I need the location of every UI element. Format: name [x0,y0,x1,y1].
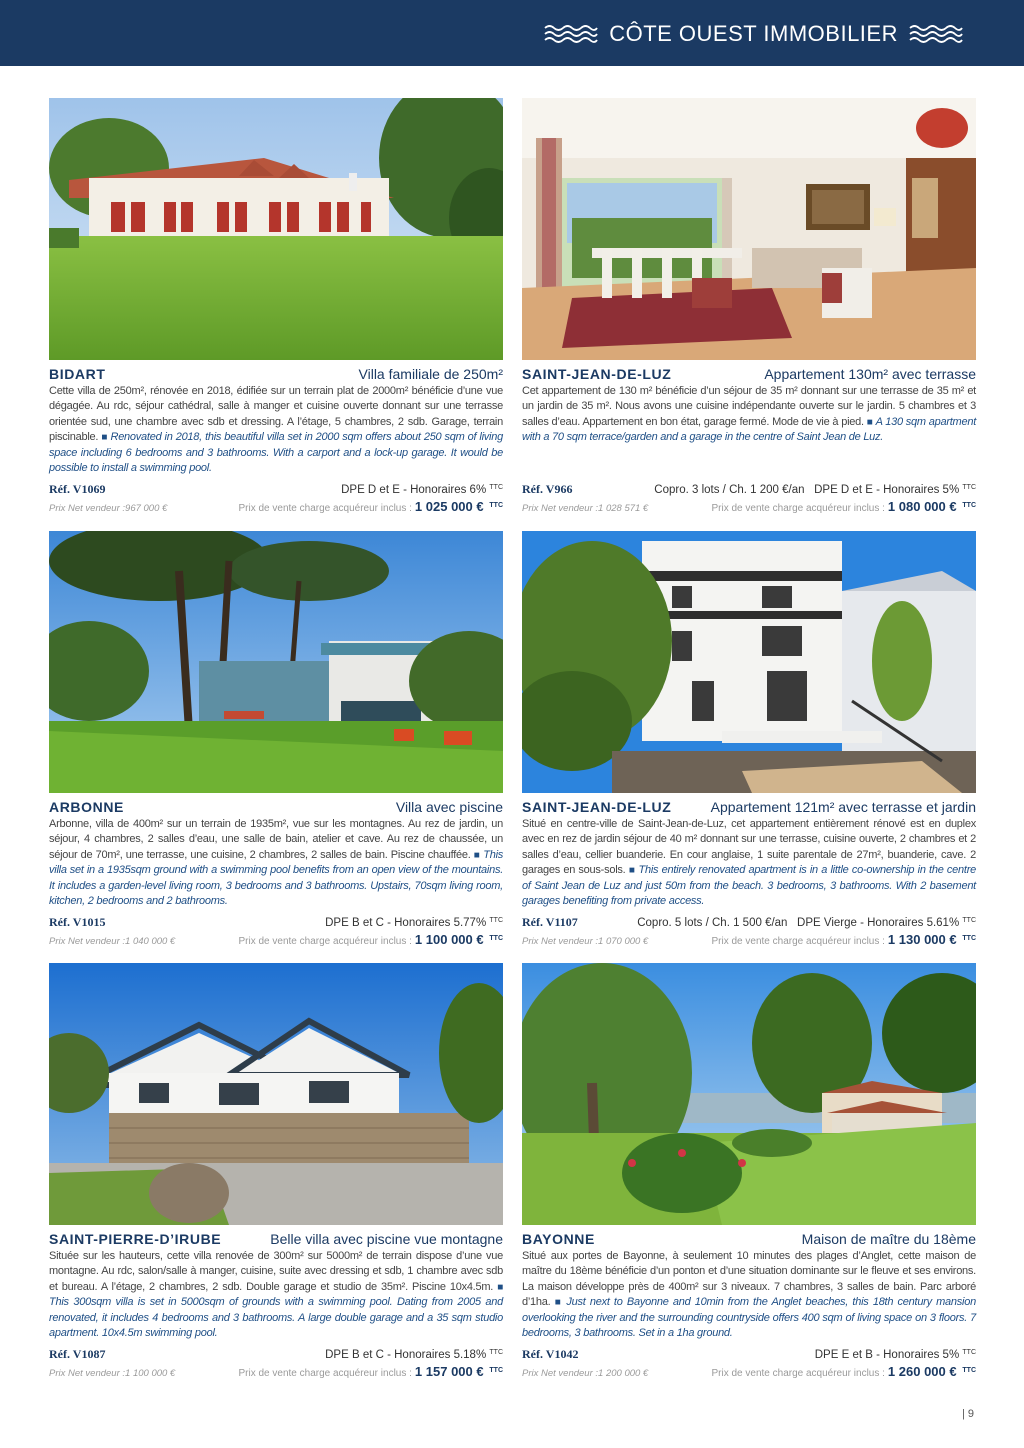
ttc-label: TTC [489,917,503,924]
listing-description [49,1249,503,1341]
description-fr: Situé aux portes de Bayonne, à seulement 10 minutes des plages d’Anglet, cette maison de maître du 18ème bénéficie d’un ponton et d’une situation dominante sur le fleuve et ses environs. La maison développe près de 400m² sur 3 niveaux. 7 chambres, 3 salles de bain. Parc arboré d’1ha. [522,1250,976,1309]
listing-card[interactable] [49,531,504,947]
description-fr: Arbonne, villa de 400m² sur un terrain de 1935m², vue sur les montagnes. Au rez de jardin, un séjour, 4 chambres, 2 salles d’eau, une salle de bain, atelier et cave. Au rez de chaussée, un séjour de 70m², une terrasse, une cuisine, 2 chambres, 2 salles de bain. Piscine chauffée. [49,818,503,861]
price-label: Prix de vente charge acquéreur inclus : [238,503,412,514]
ref-row [522,482,976,497]
description-en: This entirely renovated apartment is in a little co-ownership in the centre of Saint Jean de Luz and just 50m from the beach. 3 bedrooms, 3 bathrooms. With 2 basement garages benefiting from private access. [522,864,977,908]
description-en: This villa set in a 1935sqm ground with a swimming pool benefits from an open view of the mountains. It includes a garden-level living room, 3 bedrooms and 3 bathrooms. Upstairs, 70sqm living room, kitchen, 2 bedrooms and 2 bathrooms. [49,848,504,908]
property-photo[interactable] [522,963,976,1225]
price-row [49,932,503,947]
listing-title-row [522,799,976,816]
square-bullet-icon: ■ [101,432,108,444]
ttc-label: TTC [962,1366,976,1374]
price-row [49,499,503,514]
listing-price: 1 157 000 € [414,1364,484,1379]
ref-row [49,1347,503,1362]
square-bullet-icon: ■ [497,1281,503,1293]
page-header [0,0,1024,66]
listing-card[interactable] [49,963,503,1379]
listing-type: Belle villa avec piscine vue montagne [270,1231,503,1247]
ref-row [49,915,503,930]
property-photo[interactable] [49,963,503,1225]
description-en: Renovated in 2018, this beautiful villa set in 2000 sqm offers about 250 sqm of living space including 6 bedrooms and 3 bathrooms. With a carport and a lock-up garage. It would be possible to install a swimming pool. [49,431,503,475]
price-row [522,499,976,514]
listing-card[interactable] [522,531,977,947]
price-row [522,932,976,947]
listing-price: 1 025 000 € [414,499,484,514]
ttc-label: TTC [962,501,976,509]
listing-price: 1 130 000 € [887,932,957,947]
listing-fees [325,1349,503,1361]
net-price: Prix Net vendeur :1 040 000 € [49,936,176,947]
wave-icon [543,23,599,45]
listing-city: SAINT-JEAN-DE-LUZ [522,799,672,815]
brand-name: CÔTE OUEST IMMOBILIER [609,21,898,46]
listing-title-row [49,799,503,816]
listing-description [522,1249,976,1341]
description-fr: Cet appartement de 130 m² bénéficie d’un séjour de 35 m² donnant sur une terrasse de 35 m² et un jardin de 35 m². Nous avons une cuisine indépendante ouverte sur le jardin. 5 chambres et 3 salles d’eau. Appartement en bon état, garage fermé. Mode de vie à pied. [522,385,976,428]
listing-title-row [522,1231,976,1248]
price-label: Prix de vente charge acquéreur inclus : [238,936,412,947]
listing-title-row [49,1231,503,1248]
net-price: Prix Net vendeur :1 100 000 € [49,1368,176,1379]
wave-icon [908,23,964,45]
ref-row [522,1347,976,1362]
ttc-label: TTC [489,1366,503,1374]
listing-type: Appartement 130m² avec terrasse [764,366,976,382]
listing-card[interactable] [49,98,503,514]
listing-city: BAYONNE [522,1231,595,1247]
brand-logo [543,19,964,49]
price-row [49,1364,503,1379]
listing-city: BIDART [49,366,106,382]
price-row [522,1364,976,1379]
property-photo[interactable] [49,531,503,793]
listing-ref: Réf. V966 [522,482,573,496]
listing-type: Appartement 121m² avec terrasse et jardin [710,799,976,815]
listing-fees [325,917,503,929]
fees-text: DPE E et B - Honoraires 5% [814,1349,960,1361]
fees-text: DPE B et C - Honoraires 5.77% [325,917,487,929]
listing-card[interactable] [522,98,977,514]
price-label: Prix de vente charge acquéreur inclus : [711,936,885,947]
description-fr: Située sur les hauteurs, cette villa renovée de 300m² sur 5000m² de terrain dispose d’une vue montagne. Au rdc, salon/salle à manger, cuisine, suite avec dressing et sdb, 1 chambre avec sdb et bureau. A l’étage, 2 chambres, 2 sdb. Double garage et studio de 35m². Piscine 10x4.5m. [49,1250,503,1293]
description-en: This 300sqm villa is set in 5000sqm of grounds with a swimming pool. Dating from 2005 and renovated, it includes 4 bedrooms and 3 bathrooms. A large double garage and a 35 sqm studio apartment. 10x4.5m swimming pool. [49,1296,503,1340]
listing-fees [341,484,503,496]
listing-ref: Réf. V1042 [522,1347,579,1361]
listing-ref: Réf. V1015 [49,915,106,929]
listing-type: Villa avec piscine [395,799,503,815]
price-block [711,1364,976,1379]
ttc-label: TTC [962,917,976,924]
price-block [711,499,976,514]
ttc-label: TTC [489,934,503,942]
listing-fees [637,917,976,929]
description-en: Just next to Bayonne and 10min from the Anglet beaches, this 18th century mansion overlooking the river and the surrounding countryside offers 400 sqm of living space on 3 floors. 7 bedrooms, 3 bathrooms. Set in a 1ha ground. [522,1296,976,1340]
listing-fees [815,1349,976,1361]
net-price: Prix Net vendeur :1 070 000 € [522,936,649,947]
listing-city: SAINT-JEAN-DE-LUZ [522,366,672,382]
price-label: Prix de vente charge acquéreur inclus : [711,1368,885,1379]
ttc-label: TTC [962,484,976,491]
ttc-label: TTC [489,1349,503,1356]
listing-ref: Réf. V1069 [49,482,106,496]
price-block [238,499,503,514]
listing-city: SAINT-PIERRE-D’IRUBE [49,1231,222,1247]
ttc-label: TTC [962,1349,976,1356]
price-label: Prix de vente charge acquéreur inclus : [711,503,885,514]
description-fr: Cette villa de 250m², rénovée en 2018, édifiée sur un terrain plat de 2000m² bénéficie d’une vue dégagée. Au rdc, séjour cathédral, salle à manger et cuisine ouverte donnant sur une terrasse orientée sud, une chambre avec sdb et dressing. A l’étage, 5 chambres, 2 sdb. Garage, terrain piscinable. [49,385,503,444]
ref-row [522,915,976,930]
listing-description [522,384,976,446]
square-bullet-icon: ■ [866,416,873,428]
listing-fees [654,484,976,496]
ttc-label: TTC [489,501,503,509]
listing-description [522,817,976,909]
property-photo[interactable] [522,98,976,360]
square-bullet-icon: ■ [473,849,480,861]
listing-description [49,384,503,476]
fees-text: DPE D et E - Honoraires 6% [341,484,487,496]
listing-title-row [49,366,503,383]
price-label: Prix de vente charge acquéreur inclus : [238,1368,412,1379]
listing-title-row [522,366,976,383]
listing-ref: Réf. V1087 [49,1347,106,1361]
description-en: A 130 sqm apartment with a 70 sqm terrace/garden and a garage in the centre of Saint Jean de Luz. [522,415,977,444]
listing-card[interactable] [522,963,976,1379]
ref-row [49,482,503,497]
fees-text: DPE B et C - Honoraires 5.18% [325,1349,487,1361]
property-photo[interactable] [522,531,976,793]
listing-price: 1 080 000 € [887,499,957,514]
listing-city: ARBONNE [49,799,124,815]
listing-description [49,817,503,909]
property-photo[interactable] [49,98,503,360]
net-price: Prix Net vendeur :967 000 € [49,503,168,514]
net-price: Prix Net vendeur :1 028 571 € [522,503,649,514]
price-block [238,1364,503,1379]
listing-type: Maison de maître du 18ème [801,1231,976,1247]
page-number: | 9 [961,1408,974,1420]
ttc-label: TTC [962,934,976,942]
fees-text: Copro. 5 lots / Ch. 1 500 €/an DPE Vierge - Honoraires 5.61% [637,917,960,929]
listing-price: 1 100 000 € [414,932,484,947]
net-price: Prix Net vendeur :1 200 000 € [522,1368,649,1379]
ttc-label: TTC [489,484,503,491]
description-fr: Situé en centre-ville de Saint-Jean-de-Luz, cet appartement entièrement rénové est en duplex avec en rez de jardin séjour de 40 m² donnant sur une terrasse, cuisine ouverte, 2 chambres et 2 salles d’eau, cellier buanderie. En cour anglaise, 1 suite parentale de 27m², buanderie, cave. 2 garages en sous-sols. [522,818,976,877]
listing-ref: Réf. V1107 [522,915,578,929]
square-bullet-icon: ■ [628,865,636,877]
fees-text: Copro. 3 lots / Ch. 1 200 €/an DPE D et E - Honoraires 5% [654,484,960,496]
price-block [711,932,976,947]
listing-price: 1 260 000 € [887,1364,957,1379]
price-block [238,932,503,947]
listing-type: Villa familiale de 250m² [358,366,503,382]
square-bullet-icon: ■ [554,1297,563,1309]
